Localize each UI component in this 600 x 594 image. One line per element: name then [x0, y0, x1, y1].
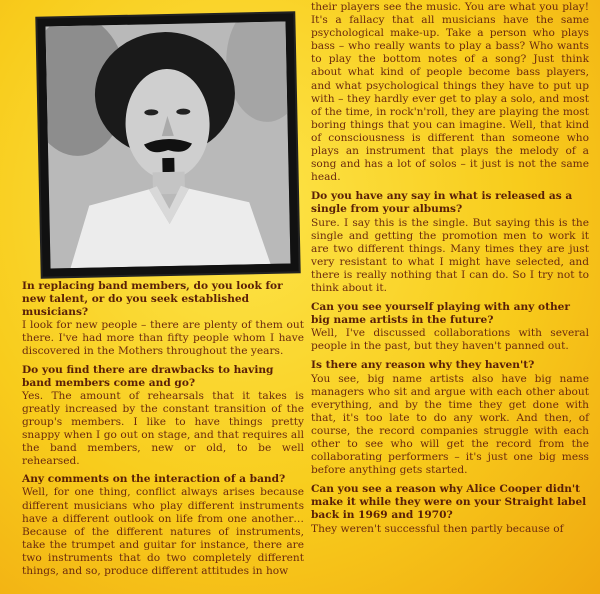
question-1: In replacing band members, do you look for new talent, or do you seek established musicians? [22, 280, 283, 319]
question-3: Any comments on the interaction of a band? [22, 473, 286, 486]
answer-5: Well, I've discussed collaborations with several people in the past, but they haven't panned out. [311, 327, 589, 353]
answer-4: Sure. I say this is the single. But saying this is the single and getting the promotion men to work it are two different things. Many times they are just very resistant to what I might have selected, and there is really nothing that I can do. So I try not to think about it. [311, 216, 589, 294]
question-7: Can you see a reason why Alice Cooper didn't make it while they were on your Straight label back in 1969 and 1970? [311, 483, 587, 522]
answer-7: They weren't successful then partly because of [311, 522, 564, 535]
question-4: Do you have any say in what is released as a single from your albums? [311, 190, 573, 216]
answer-2: Yes. The amount of rehearsals that it takes is greatly increased by the constant transition of the group's members. I like to have things pretty snappy when I go out on stage, and that requires all the band members, new or old, to be well rehearsed. [22, 389, 304, 468]
answer-6: You see, big name artists also have big name managers who sit and argue with each other about everything, and by the time they get done with that, it's too late to do any work. And then, of course, the record companies struggle with each other to see who will get the record from the collaborating performers – it's just one big mess before anything gets started. [311, 372, 589, 477]
continued-answer: their players see the music. You are what you play! It's a fallacy that all musicians have the same psychological make-up. Take a person who plays bass – who really wants to play a bass? Who wants to play the bottom notes of a song? Just think about what kind of people become bass players, and what psychological things they have to put up with – they hardly ever get to play a solo, and most of the time, in rock'n'roll, they are playing the most boring things that you can imagine. Well, that kind of consciousness is different than someone who plays an instrument that plays the melody of a song and has a lot of solos – it just is not the same head. [311, 1, 589, 184]
portrait-illustration [45, 22, 290, 269]
question-6: Is there any reason why they haven't? [311, 359, 535, 372]
portrait-photo [45, 22, 290, 269]
portrait-photo-frame [37, 13, 298, 276]
question-2: Do you find there are drawbacks to having band members come and go? [22, 363, 274, 389]
left-column [22, 280, 304, 583]
answer-3: Well, for one thing, conflict always arises because different musicians who play different instruments have a different outlook on life from one another… Because of the different natures of instruments, take the trumpet and guitar for instance, there are two instruments that do two completely different things, and so, produce different attitudes in how [22, 486, 304, 577]
question-5: Can you see yourself playing with any other big name artists in the future? [311, 301, 571, 327]
answer-1: I look for new people – there are plenty of them out there. I've had more than fifty people whom I have discovered in the Mothers throughout the years. [22, 319, 304, 358]
right-column [311, 1, 589, 542]
